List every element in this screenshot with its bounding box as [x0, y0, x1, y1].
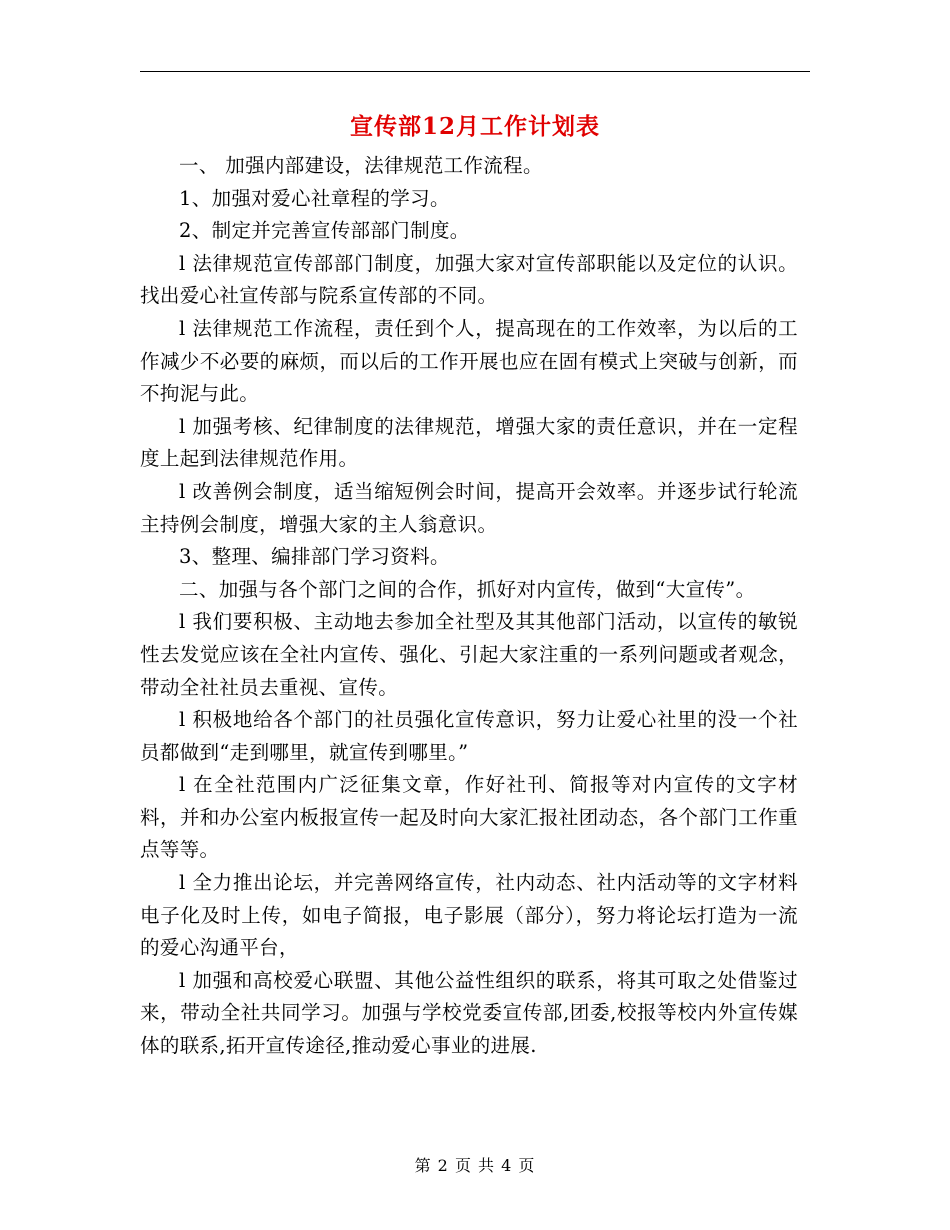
document-title: 宣传部12月工作计划表 — [349, 113, 600, 140]
paragraph-bullet: l 在全社范围内广泛征集文章，作好社刊、简报等对内宣传的文字材料，并和办公室内板报宣传一起及时向大家汇报社团动态，各个部门工作重点等等。 — [140, 773, 798, 862]
paragraph-bullet: l 法律规范工作流程，责任到个人，提高现在的工作效率，为以后的工作减少不必要的麻烦，而以后的工作开展也应在固有模式上突破与创新，而不拘泥与此。 — [140, 316, 798, 406]
paragraph-item-1: 1、加强对爱心社章程的学习。 — [179, 186, 450, 210]
document-body — [140, 150, 798, 1063]
paragraph-section-2-heading: 二、加强与各个部门之间的合作，抓好对内宣传，做到“大宣传”。 — [179, 577, 756, 601]
page-number: 第 2 页 共 4 页 — [414, 1156, 536, 1175]
paragraph-bullet: l 我们要积极、主动地去参加全社型及其其他部门活动，以宣传的敏锐性去发觉应该在全社内宣传、强化、引起大家注重的一系列问题或者观念，带动全社社员去重视、宣传。 — [140, 610, 798, 699]
paragraph-bullet: l 加强考核、纪律制度的法律规范，增强大家的责任意识，并在一定程度上起到法律规范作用。 — [140, 414, 798, 471]
paragraph-section-1-heading: 一、 加强内部建设，法律规范工作流程。 — [179, 154, 543, 177]
paragraph-bullet: l 法律规范宣传部部门制度，加强大家对宣传部职能以及定位的认识。找出爱心社宣传部与院系宣传部的不同。 — [140, 251, 798, 308]
paragraph-bullet: l 全力推出论坛，并完善网络宣传，社内动态、社内活动等的文字材料电子化及时上传，如电子简报，电子影展（部分），努力将论坛打造为一流的爱心沟通平台， — [140, 871, 798, 960]
paragraph-bullet: l 积极地给各个部门的社员强化宣传意识，努力让爱心社里的没一个社员都做到“走到哪里，就宣传到哪里。” — [140, 708, 798, 764]
paragraph-bullet: l 加强和高校爱心联盟、其他公益性组织的联系，将其可取之处借鉴过来，带动全社共同学习。加强与学校党委宣传部,团委,校报等校内外宣传媒体的联系,拓开宣传途径,推动爱心事业的进展. — [140, 968, 798, 1058]
paragraph-item-2: 2、制定并完善宣传部部门制度。 — [179, 219, 470, 243]
paragraph-bullet: l 改善例会制度，适当缩短例会时间，提高开会效率。并逐步试行轮流主持例会制度，增强大家的主人翁意识。 — [140, 479, 798, 536]
header-rule — [140, 71, 810, 72]
paragraph-item-3: 3、整理、编排部门学习资料。 — [179, 545, 450, 569]
